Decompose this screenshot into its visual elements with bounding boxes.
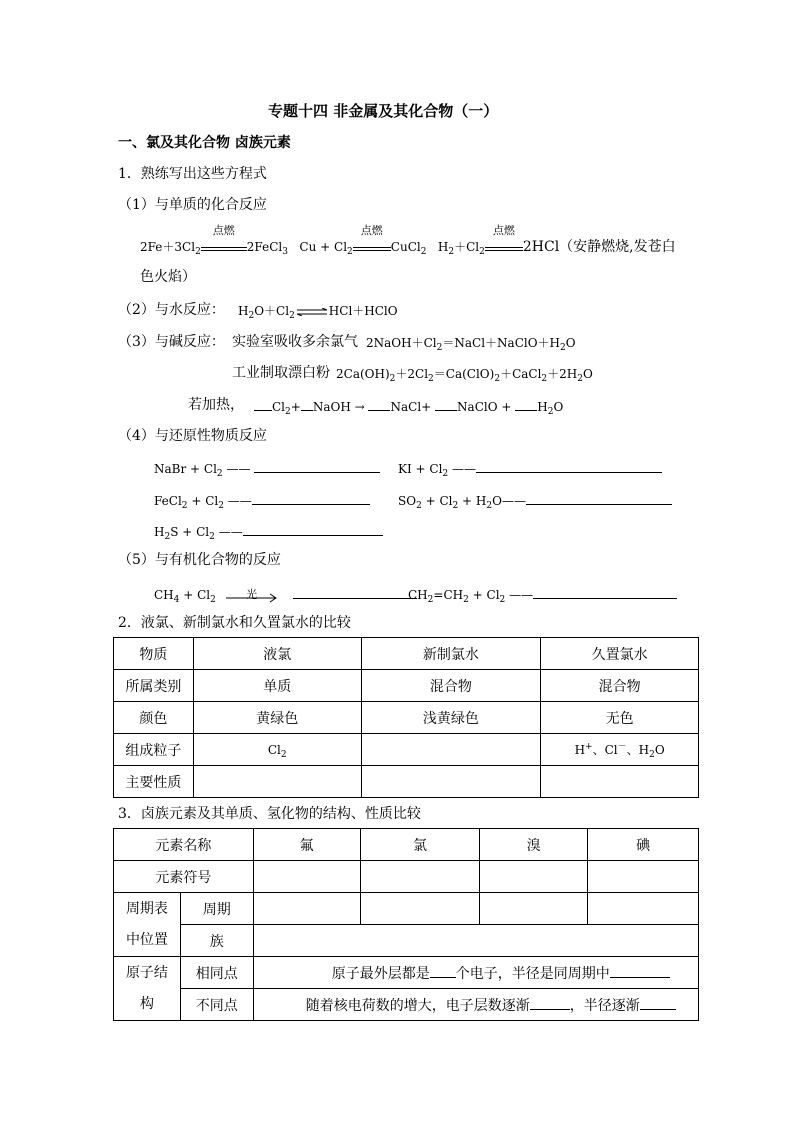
table-cell: $Cl_2$ <box>193 734 361 766</box>
equation-bleach: $2Ca(OH)_2+2Cl_2=Ca(ClO)_2+CaCl_2+2H_2O$ <box>336 367 593 384</box>
table-cell[interactable] <box>253 925 698 957</box>
answer-blank[interactable] <box>533 585 677 599</box>
section-heading-chlorine: 一、氯及其化合物 卤族元素 <box>118 135 291 151</box>
answer-blank[interactable] <box>252 491 370 505</box>
table-cell: 混合物 <box>361 670 541 702</box>
table-cell[interactable] <box>541 766 699 798</box>
equation-ki: KI + $Cl_2$ —— <box>398 459 662 478</box>
table-cell[interactable] <box>193 766 361 798</box>
table-header: 物质 <box>114 638 194 670</box>
answer-blank[interactable] <box>293 585 417 599</box>
sub-3-label-industry: 工业制取漂白粉 <box>232 365 330 381</box>
equation-so2: $SO_2 + Cl_2$ + $H_2O——$ <box>398 491 672 510</box>
chlorine-water-table <box>113 637 699 798</box>
table-cell: 混合物 <box>541 670 699 702</box>
answer-blank[interactable] <box>301 397 313 411</box>
page-title: 专题十四 非金属及其化合物（一） <box>268 102 499 120</box>
equation-water: $H_2O+Cl_2$ HCl＋HClO <box>238 304 398 321</box>
table-header: 溴 <box>480 829 588 861</box>
table-cell[interactable] <box>361 766 541 798</box>
table-cell: 不同点 <box>180 989 253 1021</box>
table-cell[interactable] <box>360 893 480 925</box>
table-header: 氯 <box>360 829 480 861</box>
table-cell: 原子结 构 <box>114 957 181 1021</box>
table-cell: 所属类别 <box>114 670 194 702</box>
table-cell: 单质 <box>193 670 361 702</box>
table-cell: 颜色 <box>114 702 194 734</box>
answer-blank[interactable] <box>530 996 570 1010</box>
table-cell[interactable] <box>480 893 588 925</box>
table-cell: 随着核电荷数的增大，电子层数逐渐 ，半径逐渐 <box>253 989 698 1021</box>
sub-4-heading: （4）与还原性物质反应 <box>118 428 267 444</box>
table-header: 元素名称 <box>114 829 254 861</box>
table-header: 新制氯水 <box>361 638 541 670</box>
item-3-heading: 3．卤族元素及其单质、氢化物的结构、性质比较 <box>118 806 421 822</box>
table-cell[interactable] <box>588 861 699 893</box>
table-cell[interactable] <box>588 893 699 925</box>
equation-h2s: $H_2S + Cl_2$ —— <box>154 522 383 541</box>
answer-blank[interactable] <box>515 397 537 411</box>
ignite-arrow: 点燃 <box>201 239 247 251</box>
halogen-table <box>113 828 699 1021</box>
equation-nabr: NaBr + $Cl_2$ —— <box>154 459 380 478</box>
table-header: 液氯 <box>193 638 361 670</box>
item-2-heading: 2．液氯、新制氯水和久置氯水的比较 <box>118 615 351 631</box>
table-cell: 周期表 中位置 <box>114 893 181 957</box>
answer-blank[interactable] <box>476 459 662 473</box>
table-cell: 无色 <box>541 702 699 734</box>
table-cell[interactable] <box>253 893 360 925</box>
reversible-arrow <box>295 308 329 316</box>
equation-fecl2: FeCl$_2$ + $Cl_2$ —— <box>154 491 370 510</box>
table-cell: 相同点 <box>180 957 253 989</box>
sub-2-heading: （2）与水反应： <box>118 302 225 318</box>
table-cell: 主要性质 <box>114 766 194 798</box>
answer-blank[interactable] <box>243 522 383 536</box>
table-cell: 周期 <box>180 893 253 925</box>
table-cell[interactable] <box>253 861 360 893</box>
table-header: 碘 <box>588 829 699 861</box>
answer-blank[interactable] <box>254 397 272 411</box>
table-cell: 元素符号 <box>114 861 254 893</box>
table-header: 久置氯水 <box>541 638 699 670</box>
answer-blank[interactable] <box>526 491 672 505</box>
sub-5-heading: （5）与有机化合物的反应 <box>118 552 281 568</box>
answer-blank[interactable] <box>254 459 380 473</box>
answer-blank[interactable] <box>640 996 676 1010</box>
table-cell: 族 <box>180 925 253 957</box>
table-cell: 黄绿色 <box>193 702 361 734</box>
table-cell: 浅黄绿色 <box>361 702 541 734</box>
sub-3-label-lab: 实验室吸收多余氯气 <box>232 334 358 350</box>
equation-heat-blanks: $Cl_2+$ NaOH → NaCl+ NaClO + $H_2O$ <box>254 397 563 416</box>
equation-line-elements: $2Fe+3Cl_2$ 点燃 2FeCl$_3$ $Cu + Cl_2$ 点燃 CuCl$_2$ $H_2+Cl_2$ 点燃 2HCl（安静燃烧,发苍白 <box>140 224 676 257</box>
item-1-heading: 1．熟练写出这些方程式 <box>118 166 267 182</box>
ignite-arrow: 点燃 <box>353 239 391 251</box>
table-cell: 原子最外层都是 个电子，半径是同周期中 <box>253 957 698 989</box>
table-cell: H+、Cl－、$H_2O$ <box>541 734 699 766</box>
table-cell[interactable] <box>361 734 541 766</box>
table-header: 氟 <box>253 829 360 861</box>
equation-naoh: $2NaOH+Cl_2=NaCl+NaClO+H_2O$ <box>366 336 576 353</box>
equation-ethene: $CH_2=CH_2 + Cl_2$ —— <box>408 585 677 604</box>
answer-blank[interactable] <box>368 397 390 411</box>
answer-blank[interactable] <box>435 397 457 411</box>
sub-3-label-heat: 若加热， <box>188 397 244 413</box>
sub-3-heading: （3）与碱反应： <box>118 334 225 350</box>
answer-blank[interactable] <box>610 964 670 978</box>
table-cell: 组成粒子 <box>114 734 194 766</box>
equation-continuation: 色火焰） <box>140 269 196 285</box>
table-cell[interactable] <box>480 861 588 893</box>
answer-blank[interactable] <box>430 964 456 978</box>
ignite-arrow: 点燃 <box>485 239 523 251</box>
sub-1-heading: （1）与单质的化合反应 <box>118 197 267 213</box>
table-cell[interactable] <box>360 861 480 893</box>
equation-ch4: $CH_4 + Cl_2$ 光 <box>154 585 417 604</box>
